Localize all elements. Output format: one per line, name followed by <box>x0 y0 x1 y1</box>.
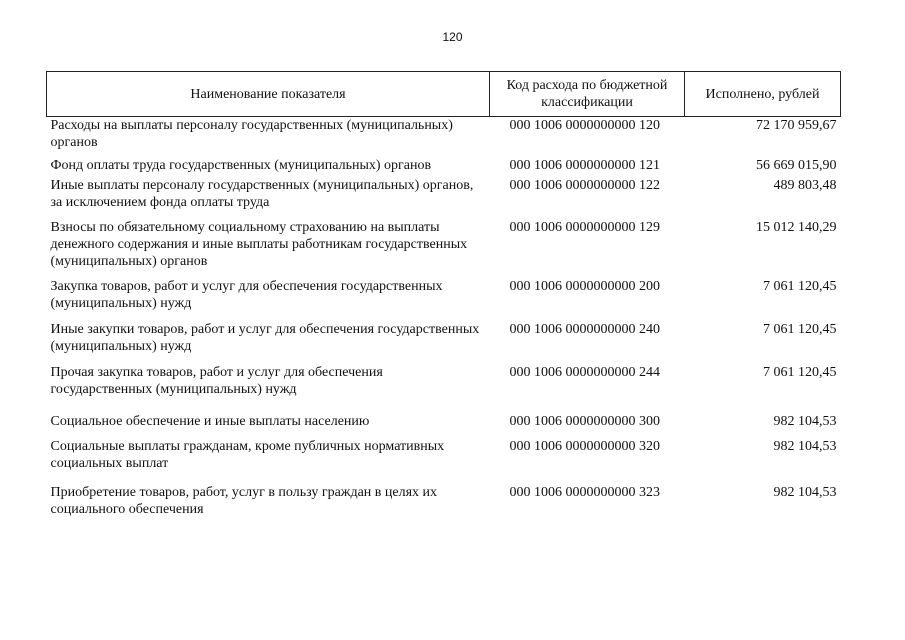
column-header-code: Код расхода по бюджетной классификации <box>490 72 685 117</box>
indicator-name: Взносы по обязательному социальному страхованию на выплаты денежного содержания и иные выплаты работникам государственных (муниципальных) органов <box>50 219 468 269</box>
executed-amount: 7 061 120,45 <box>763 278 837 294</box>
executed-amount: 7 061 120,45 <box>763 321 837 337</box>
table-row <box>47 364 841 413</box>
indicator-name: Прочая закупка товаров, работ и услуг для обеспечения государственных (муниципальных) нужд <box>50 364 383 397</box>
budget-execution-table <box>46 71 841 524</box>
indicator-name: Закупка товаров, работ и услуг для обеспечения государственных (муниципальных) нужд <box>50 278 443 311</box>
budget-code: 000 1006 0000000000 300 <box>509 413 660 429</box>
column-header-name: Наименование показателя <box>47 72 490 117</box>
column-header-amount: Исполнено, рублей <box>685 72 841 117</box>
indicator-name: Расходы на выплаты персоналу государственных (муниципальных) органов <box>50 118 453 150</box>
table-row <box>47 219 841 278</box>
budget-code: 000 1006 0000000000 320 <box>509 438 660 454</box>
table-row <box>47 278 841 321</box>
table-body <box>47 117 841 524</box>
indicator-name: Приобретение товаров, работ, услуг в пользу граждан в целях их социального обеспечения <box>50 484 438 517</box>
indicator-name: Социальное обеспечение и иные выплаты населению <box>50 413 370 429</box>
budget-code: 000 1006 0000000000 244 <box>509 364 660 380</box>
executed-amount: 982 104,53 <box>773 484 837 500</box>
indicator-name: Социальные выплаты гражданам, кроме публичных нормативных социальных выплат <box>50 438 445 471</box>
executed-amount: 56 669 015,90 <box>756 157 837 173</box>
table-row <box>47 321 841 364</box>
executed-amount: 7 061 120,45 <box>763 364 837 380</box>
executed-amount: 15 012 140,29 <box>756 219 837 235</box>
budget-code: 000 1006 0000000000 129 <box>509 219 660 235</box>
table-row <box>47 413 841 438</box>
executed-amount: 489 803,48 <box>773 177 837 193</box>
indicator-name: Иные закупки товаров, работ и услуг для обеспечения государственных (муниципальных) нужд <box>50 321 480 354</box>
budget-code: 000 1006 0000000000 200 <box>509 278 660 294</box>
budget-code: 000 1006 0000000000 122 <box>509 177 660 193</box>
table-row <box>47 438 841 484</box>
indicator-name: Иные выплаты персоналу государственных (муниципальных) органов, за исключением фонда оплаты труда <box>50 177 474 210</box>
page-number: 120 <box>442 30 463 44</box>
budget-code: 000 1006 0000000000 240 <box>509 321 660 337</box>
table-header-row <box>47 72 841 117</box>
table-row <box>47 177 841 219</box>
budget-code: 000 1006 0000000000 121 <box>509 157 660 173</box>
table-row <box>47 117 841 157</box>
executed-amount: 982 104,53 <box>773 438 837 454</box>
indicator-name: Фонд оплаты труда государственных (муниципальных) органов <box>50 157 432 173</box>
table-row <box>47 484 841 524</box>
executed-amount: 982 104,53 <box>773 413 837 429</box>
budget-code: 000 1006 0000000000 323 <box>509 484 660 500</box>
budget-code: 000 1006 0000000000 120 <box>509 118 660 133</box>
table-header <box>47 72 841 117</box>
table-row <box>47 157 841 177</box>
executed-amount: 72 170 959,67 <box>756 118 837 133</box>
